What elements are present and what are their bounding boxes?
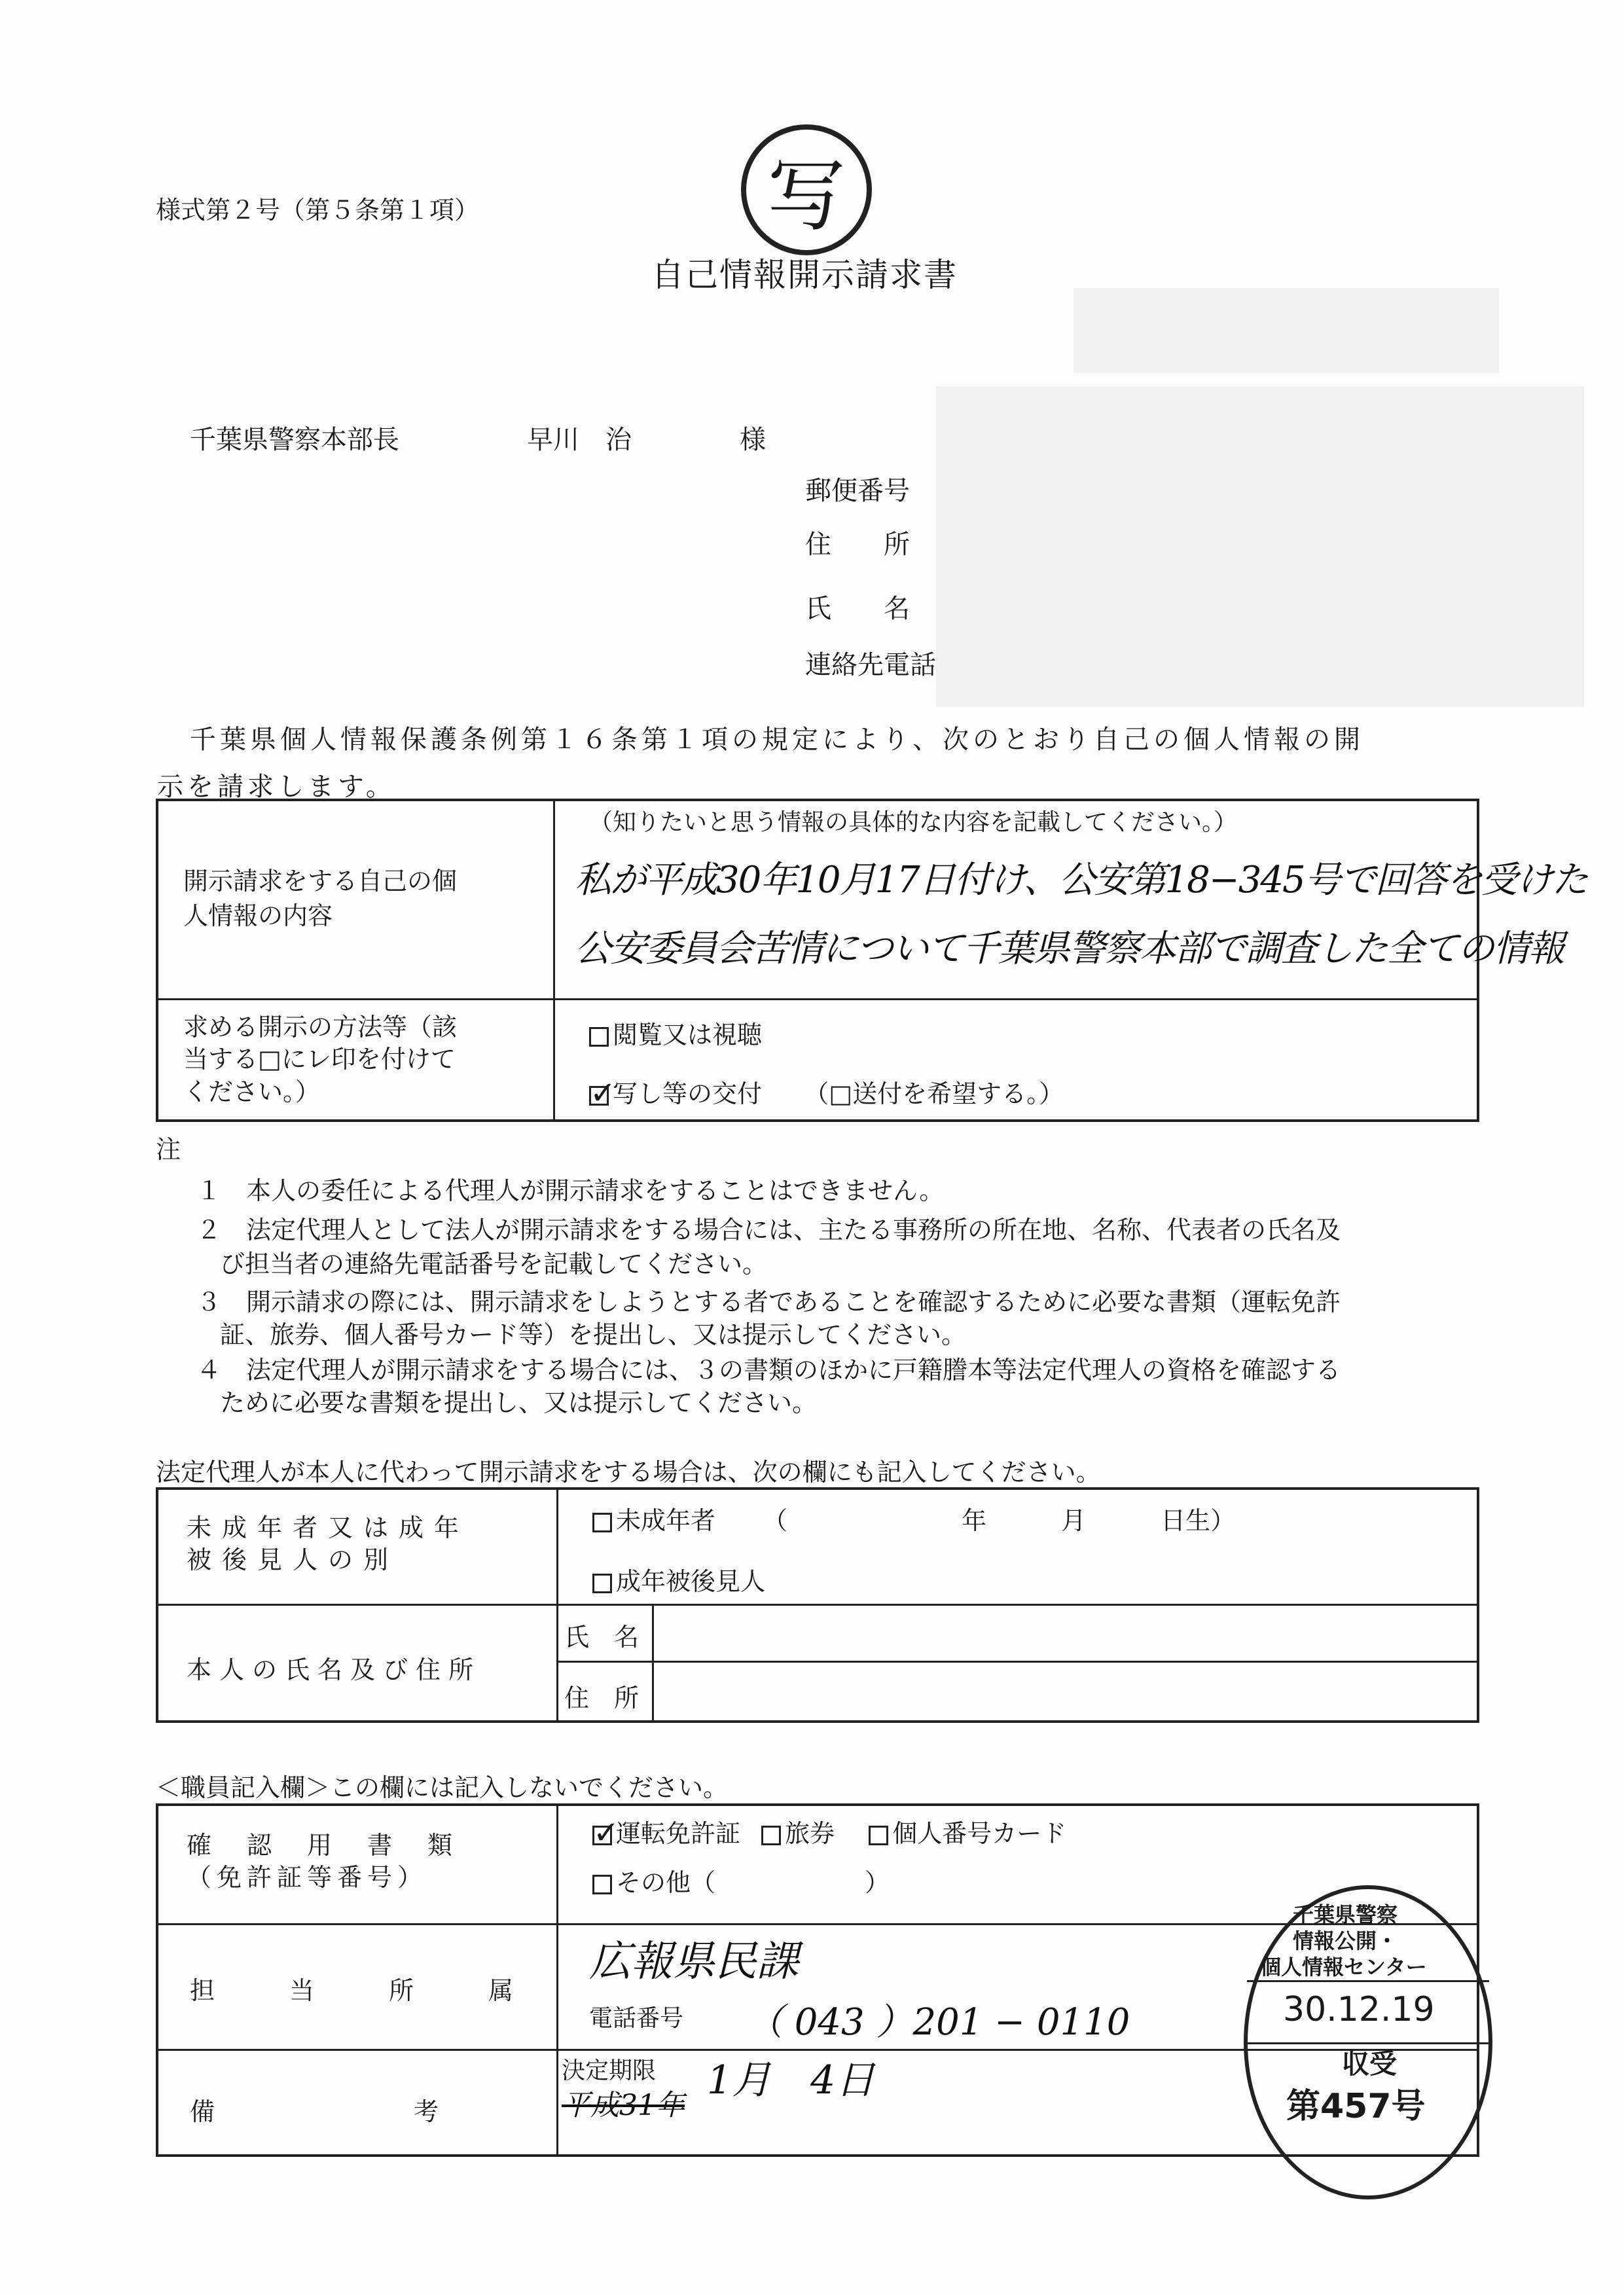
method-label: 求める開示の方法等（該 当する□にレ印を付けて ください。） bbox=[183, 1013, 458, 1106]
id-opt-passport: 旅券 bbox=[785, 1819, 835, 1848]
receipt-stamp-divider-1 bbox=[1247, 1980, 1489, 1982]
method-option-view-label: 閲覧又は視聴 bbox=[613, 1021, 763, 1049]
redaction-date-patch bbox=[1074, 288, 1499, 373]
content-handwritten-line2: 公安委員会苦情について千葉県警察本部で調査した全ての情報 bbox=[575, 928, 1564, 970]
checkbox-mynumber[interactable] bbox=[869, 1826, 888, 1845]
checkbox-license-checked[interactable] bbox=[592, 1814, 620, 1851]
dept-label: 担 当 所 属 bbox=[190, 1976, 514, 2005]
notes-heading: 注 bbox=[156, 1135, 181, 1164]
note-4a: ４ 法定代理人が開示請求をする場合には、３の書類のほかに戸籍謄本等法定代理人の資格を確認する bbox=[196, 1356, 1341, 1384]
dept-phone-label: 電話番号 bbox=[589, 2005, 684, 2032]
deadline-struck: 平成31年 bbox=[562, 2089, 685, 2122]
request-table-divider bbox=[553, 799, 555, 1122]
copy-stamp: 写 bbox=[741, 124, 872, 255]
method-option-copy-label: 写し等の交付 bbox=[613, 1079, 763, 1108]
receipt-stamp-date: 30.12.19 bbox=[1283, 1990, 1435, 2029]
deadline-label: 決定期限 bbox=[562, 2057, 657, 2084]
proxy-table-row-line bbox=[156, 1604, 1479, 1606]
ward-option[interactable] bbox=[592, 1561, 765, 1597]
note-2b: び担当者の連絡先電話番号を記載してください。 bbox=[220, 1250, 768, 1278]
dept-handwritten: 広報県民課 bbox=[589, 1938, 799, 1986]
ward-option-label: 成年被後見人 bbox=[616, 1567, 766, 1596]
checkbox-ward[interactable] bbox=[592, 1574, 612, 1593]
staff-table-divider bbox=[556, 1803, 558, 2157]
intro-line2: 示を請求します。 bbox=[157, 772, 396, 802]
proxy-heading: 法定代理人が本人に代わって開示請求をする場合は、次の欄にも記入してください。 bbox=[156, 1458, 1101, 1487]
name-label: 氏 名 bbox=[805, 594, 910, 624]
note-3b: 証、旅券、個人番号カード等）を提出し、又は提示してください。 bbox=[220, 1320, 967, 1349]
checkbox-passport[interactable] bbox=[761, 1826, 781, 1845]
person-address-label: 住 所 bbox=[564, 1684, 640, 1712]
receipt-stamp-number: 第457号 bbox=[1286, 2087, 1426, 2126]
note-2a: ２ 法定代理人として法人が開示請求をする場合には、主たる事務所の所在地、名称、代表者の氏名及 bbox=[196, 1216, 1341, 1244]
checkbox-minor[interactable] bbox=[592, 1513, 612, 1532]
receipt-stamp-line2: 情報公開・ bbox=[1293, 1928, 1398, 1953]
form-number: 様式第２号（第５条第１項） bbox=[156, 196, 480, 225]
dob-field: （ 年 月 日生） bbox=[763, 1506, 1236, 1535]
id-doc-options-row1 bbox=[592, 1813, 1066, 1849]
checkbox-other[interactable] bbox=[592, 1875, 612, 1894]
addressee-name: 早川 治 bbox=[527, 425, 632, 455]
staff-row-line-1 bbox=[156, 1923, 1479, 1925]
minor-option[interactable] bbox=[592, 1500, 1235, 1536]
postal-label: 郵便番号 bbox=[805, 476, 910, 506]
deadline-handwritten: 1月 4日 bbox=[707, 2057, 875, 2103]
request-table-row-line bbox=[156, 998, 1479, 1000]
check-mark-icon: ✓ bbox=[593, 1814, 620, 1851]
check-mark-icon: ✓ bbox=[590, 1074, 617, 1111]
person-label: 本人の氏名及び住所 bbox=[187, 1655, 482, 1684]
id-doc-options-row2 bbox=[592, 1862, 890, 1898]
proxy-name-address-line bbox=[556, 1661, 1479, 1663]
address-label: 住 所 bbox=[805, 530, 910, 560]
method-option-view[interactable] bbox=[589, 1015, 762, 1051]
minor-option-label: 未成年者 bbox=[616, 1506, 716, 1535]
content-hint: （知りたいと思う情報の具体的な内容を記載してください。） bbox=[589, 809, 1238, 836]
addressee-office: 千葉県警察本部長 bbox=[190, 425, 399, 455]
note-1: １ 本人の委任による代理人が開示請求をすることはできません。 bbox=[196, 1176, 945, 1205]
note-3a: ３ 開示請求の際には、開示請求をしようとする者であることを確認するために必要な書類（運転免許 bbox=[196, 1288, 1341, 1316]
staff-heading: ＜職員記入欄＞この欄には記入しないでください。 bbox=[156, 1773, 729, 1802]
note-4b: ために必要な書類を提出し、又は提示してください。 bbox=[220, 1388, 818, 1417]
minor-label: 未成年者又は成年 被後見人の別 bbox=[187, 1513, 470, 1575]
checkbox-copy-checked[interactable] bbox=[589, 1074, 617, 1111]
receipt-stamp-line3: 個人情報センター bbox=[1260, 1955, 1427, 1979]
page-title: 自己情報開示請求書 bbox=[651, 256, 958, 294]
content-label: 開示請求をする自己の個 人情報の内容 bbox=[183, 867, 458, 931]
id-opt-other: その他（ ） bbox=[616, 1868, 890, 1897]
receipt-stamp-line1: 千葉県警察 bbox=[1293, 1902, 1398, 1927]
person-name-label: 氏 名 bbox=[564, 1623, 640, 1652]
content-handwritten-line1: 私が平成30年10月17日付け、公安第18−345号で回答を受けた bbox=[575, 859, 1587, 901]
receipt-stamp-received: 収受 bbox=[1342, 2048, 1398, 2080]
phone-label: 連絡先電話 bbox=[805, 650, 936, 680]
method-option-mail-label: （□送付を希望する。） bbox=[804, 1079, 1064, 1108]
checkbox-view[interactable] bbox=[589, 1027, 609, 1047]
intro-line1: 千葉県個人情報保護条例第１６条第１項の規定により、次のとおり自己の個人情報の開 bbox=[190, 725, 1364, 755]
addressee-honorific: 様 bbox=[740, 425, 766, 455]
proxy-subdivider bbox=[652, 1604, 654, 1723]
id-doc-label: 確 認 用 書 類 （免許証等番号） bbox=[187, 1831, 458, 1892]
redaction-requester-info bbox=[936, 386, 1584, 707]
dept-phone-handwritten: （ 043 ）201 − 0110 bbox=[746, 2001, 1130, 2044]
method-option-copy[interactable] bbox=[589, 1074, 1064, 1110]
remarks-label: 備 考 bbox=[190, 2097, 439, 2126]
id-opt-license: 運転免許証 bbox=[616, 1819, 741, 1848]
id-opt-mynumber: 個人番号カード bbox=[892, 1819, 1067, 1848]
